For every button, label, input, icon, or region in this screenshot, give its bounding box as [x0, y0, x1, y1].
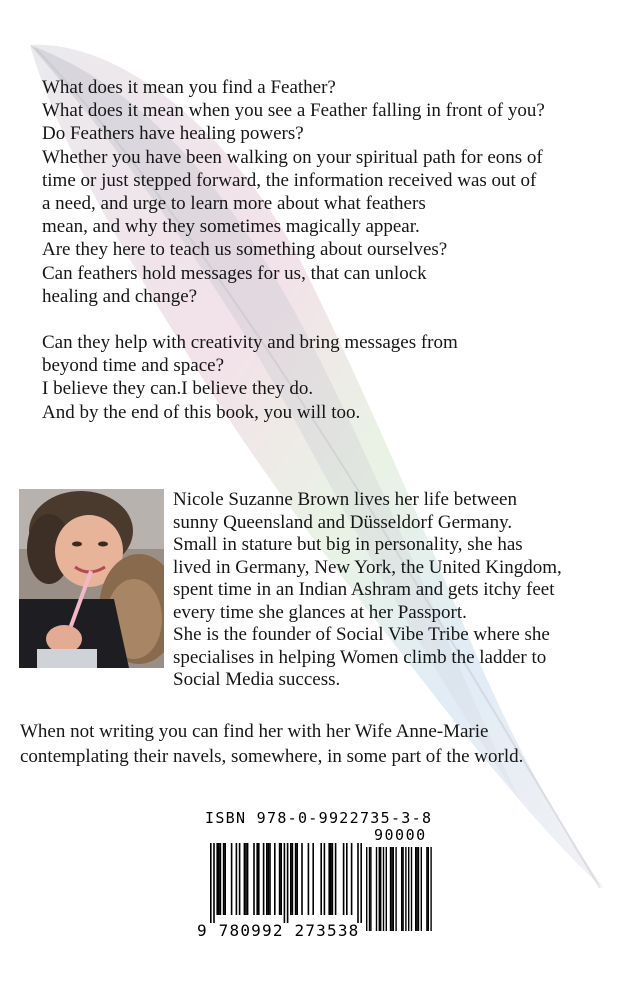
blurb-line: beyond time and space? [42, 355, 225, 377]
barcode-bar [360, 843, 362, 923]
barcode-bar [269, 843, 271, 915]
bio-line: Small in stature but big in personality, she has [173, 534, 523, 555]
addon-bar [390, 847, 391, 931]
blurb-line: Can feathers hold messages for us, that can unlock [42, 262, 427, 284]
isbn-barcode [196, 809, 439, 949]
barcode-bar [244, 843, 246, 915]
barcode-bar [274, 843, 276, 915]
blurb-line: I believe they can.I believe they do. [42, 378, 314, 400]
paragraph-spacer [42, 308, 602, 331]
barcode-bar [236, 843, 238, 915]
addon-bar [383, 847, 384, 931]
barcode-bar [280, 843, 282, 915]
blurb-line: Can they help with creativity and bring messages from [42, 332, 458, 354]
barcode-bar [284, 843, 286, 923]
barcode-bar [231, 843, 233, 915]
addon-bar [376, 847, 377, 931]
blurb-line: Do Feathers have healing powers? [42, 123, 304, 145]
barcode-bar [220, 843, 222, 915]
barcode-bar [218, 843, 220, 915]
addon-bar [426, 847, 427, 931]
closing-line: contemplating their navels, somewhere, in some part of the world. [20, 746, 524, 767]
barcode-bar [213, 843, 215, 923]
barcode-bar [287, 843, 289, 923]
blurb-line: healing and change? [42, 285, 198, 307]
barcode-bar [290, 843, 292, 915]
barcode-bar [324, 843, 326, 915]
addon-bar [416, 847, 417, 931]
author-bio [173, 489, 593, 692]
barcode-bar [256, 843, 258, 915]
barcode-bar [308, 843, 310, 915]
barcode-bar [330, 843, 332, 915]
barcode-bar [295, 843, 297, 915]
addon-bar [380, 847, 381, 931]
barcode-bar [312, 843, 314, 915]
barcode-bar [279, 843, 281, 915]
bio-line: Nicole Suzanne Brown lives her life between [173, 489, 517, 510]
addon-bar [418, 847, 419, 931]
blurb-text [42, 76, 602, 424]
barcode-bar [263, 843, 265, 915]
addon-bar [430, 847, 431, 931]
addon-bar [369, 847, 370, 931]
blurb-line: Are they here to teach us something about ourselves? [42, 239, 448, 261]
barcode-bar [247, 843, 249, 915]
barcode-bar [245, 843, 247, 915]
addon-bar [408, 847, 409, 931]
blurb-line: And by the end of this book, you will too. [42, 401, 361, 423]
blurb-line: a need, and urge to learn more about what feathers [42, 193, 426, 215]
bio-line: lived in Germany, New York, the United Kingdom, [173, 556, 562, 578]
blurb-line: Whether you have been walking on your spiritual path for eons of [42, 146, 543, 168]
bio-line: Social Media success. [173, 669, 341, 690]
isbn-label: ISBN 978-0-9922735-3-8 [205, 809, 433, 827]
closing-text [20, 719, 605, 769]
barcode-bar [351, 843, 353, 915]
barcode-bar [292, 843, 294, 915]
barcode-bar [320, 843, 322, 915]
barcode-bar [296, 843, 298, 915]
barcode-bar [357, 843, 359, 923]
barcode-bar [210, 843, 212, 923]
barcode-bar [332, 843, 334, 915]
bio-line: every time she glances at her Passport. [173, 601, 467, 623]
barcode-bar [266, 843, 268, 915]
addon-bar [393, 847, 394, 931]
addon-bar [415, 847, 416, 931]
barcode-bar [223, 843, 225, 915]
bio-line: She is the founder of Social Vibe Tribe where she [173, 624, 550, 645]
barcode-bar [335, 843, 337, 915]
bio-line: spent time in an Indian Ashram and gets itchy feet [173, 579, 555, 600]
addon-bar [402, 847, 403, 931]
addon-bar [386, 847, 387, 931]
blurb-line: mean, and why they sometimes magically appear. [42, 216, 420, 238]
barcode-bar [253, 843, 255, 915]
addon-bar [401, 847, 402, 931]
barcode-bar [239, 843, 241, 915]
barcode-bar [224, 843, 226, 915]
addon-bar [411, 847, 412, 931]
bio-line: sunny Queensland and Düsseldorf Germany. [173, 511, 513, 533]
barcode-bar [216, 843, 218, 915]
blurb-line: time or just stepped forward, the information received was out of [42, 169, 537, 191]
addon-bar [391, 847, 392, 931]
addon-bar [379, 847, 380, 931]
addon-bar [395, 847, 396, 931]
addon-bar [421, 847, 422, 931]
addon-bar [428, 847, 429, 931]
blurb-line: What does it mean you find a Feather? [42, 77, 336, 98]
blurb-line: What does it mean when you see a Feather falling in front of you? [42, 100, 545, 122]
barcode-bar [346, 843, 348, 915]
closing-line: When not writing you can find her with her Wife Anne-Marie [20, 721, 489, 742]
author-photo [19, 489, 164, 668]
addon-bar [405, 847, 406, 931]
barcode-bar [258, 843, 260, 915]
addon-bar [370, 847, 371, 931]
barcode-bar [328, 843, 330, 915]
barcode-bar [301, 843, 303, 915]
barcode-bar [343, 843, 345, 915]
ean-digits: 9 780992 273538 [197, 921, 360, 940]
price-code: 90000 [374, 826, 427, 844]
bio-line: specialises in helping Women climb the ladder to [173, 646, 547, 668]
addon-bar [366, 847, 367, 931]
barcode-bar [268, 843, 270, 915]
